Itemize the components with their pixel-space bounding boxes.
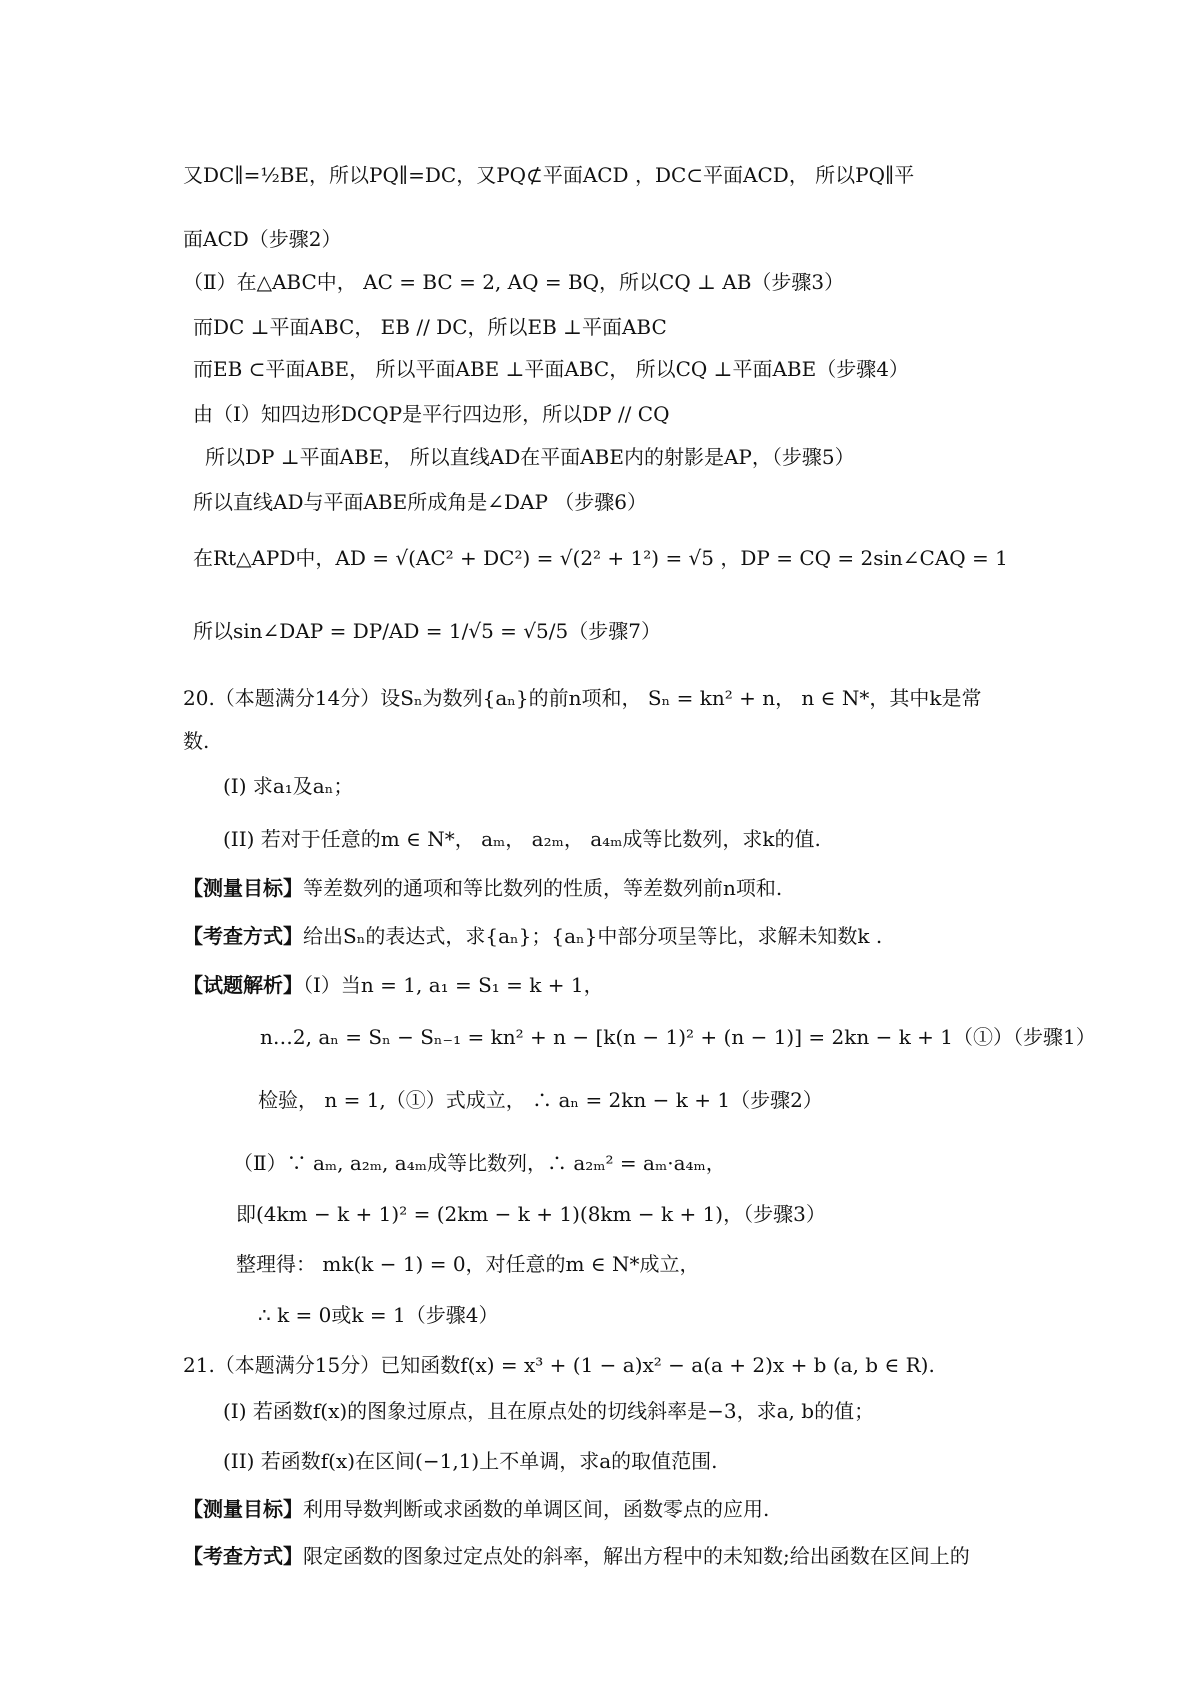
line-11: 20.（本题满分14分）设Sₙ为数列{aₙ}的前n项和， Sₙ = kn² + n， n ∈ N*，其中k是常 — [183, 686, 982, 710]
line-16: 【考查方式】给出Sₙ的表达式，求{aₙ}；{aₙ}中部分项呈等比，求解未知数k . — [183, 924, 883, 948]
line-1: 又DC∥=½BE，所以PQ∥=DC，又PQ⊄平面ACD ，DC⊂平面ACD， 所以PQ∥平 — [183, 163, 915, 187]
line-6: 由（Ⅰ）知四边形DCQP是平行四边形，所以DP // CQ — [193, 402, 670, 426]
line-19: 检验， n = 1,（①）式成立， ∴ aₙ = 2kn − k + 1（步骤2） — [258, 1088, 823, 1112]
line-22: 整理得： mk(k − 1) = 0，对任意的m ∈ N*成立， — [236, 1252, 700, 1276]
line-2: 面ACD（步骤2） — [183, 227, 342, 251]
line-15: 【测量目标】等差数列的通项和等比数列的性质，等差数列前n项和. — [183, 876, 783, 900]
line-3: （Ⅱ）在△ABC中， AC = BC = 2, AQ = BQ，所以CQ ⊥ AB（步骤3） — [183, 270, 845, 294]
line-25: (I) 若函数f(x)的图象过原点，且在原点处的切线斜率是−3，求a, b的值； — [223, 1399, 875, 1423]
line-27: 【测量目标】利用导数判断或求函数的单调区间，函数零点的应用. — [183, 1497, 770, 1521]
line-10: 所以sin∠DAP = DP/AD = 1/√5 = √5/5（步骤7） — [193, 619, 661, 643]
line-9: 在Rt△APD中，AD = √(AC² + DC²) = √(2² + 1²) = √5 ，DP = CQ = 2sin∠CAQ = 1 — [193, 546, 1008, 570]
line-23: ∴ k = 0或k = 1（步骤4） — [258, 1303, 499, 1327]
line-18: n…2, aₙ = Sₙ − Sₙ₋₁ = kn² + n − [k(n − 1)² + (n − 1)] = 2kn − k + 1（①）（步骤1） — [260, 1025, 1096, 1049]
line-7: 所以DP ⊥平面ABE， 所以直线AD在平面ABE内的射影是AP，（步骤5） — [205, 445, 855, 469]
line-8: 所以直线AD与平面ABE所成角是∠DAP （步骤6） — [193, 490, 647, 514]
line-4: 而DC ⊥平面ABC， EB // DC，所以EB ⊥平面ABC — [193, 315, 667, 339]
line-24: 21.（本题满分15分）已知函数f(x) = x³ + (1 − a)x² − a(a + 2)x + b (a, b ∈ R). — [183, 1353, 935, 1377]
line-14: (II) 若对于任意的m ∈ N*， aₘ， a₂ₘ， a₄ₘ成等比数列，求k的值. — [223, 827, 821, 851]
line-26: (II) 若函数f(x)在区间(−1,1)上不单调，求a的取值范围. — [223, 1449, 718, 1473]
line-5: 而EB ⊂平面ABE， 所以平面ABE ⊥平面ABC， 所以CQ ⊥平面ABE（步骤4） — [193, 357, 909, 381]
line-28: 【考查方式】限定函数的图象过定点处的斜率，解出方程中的未知数;给出函数在区间上的 — [183, 1544, 970, 1568]
line-12: 数. — [183, 729, 210, 753]
line-17: 【试题解析】（Ⅰ）当n = 1, a₁ = S₁ = k + 1， — [183, 973, 604, 997]
line-13: (I) 求a₁及aₙ； — [223, 774, 354, 798]
line-20: （Ⅱ）∵ aₘ, a₂ₘ, a₄ₘ成等比数列，∴ a₂ₘ² = aₘ·a₄ₘ， — [233, 1151, 726, 1175]
line-21: 即(4km − k + 1)² = (2km − k + 1)(8km − k + 1)，（步骤3） — [236, 1202, 826, 1226]
